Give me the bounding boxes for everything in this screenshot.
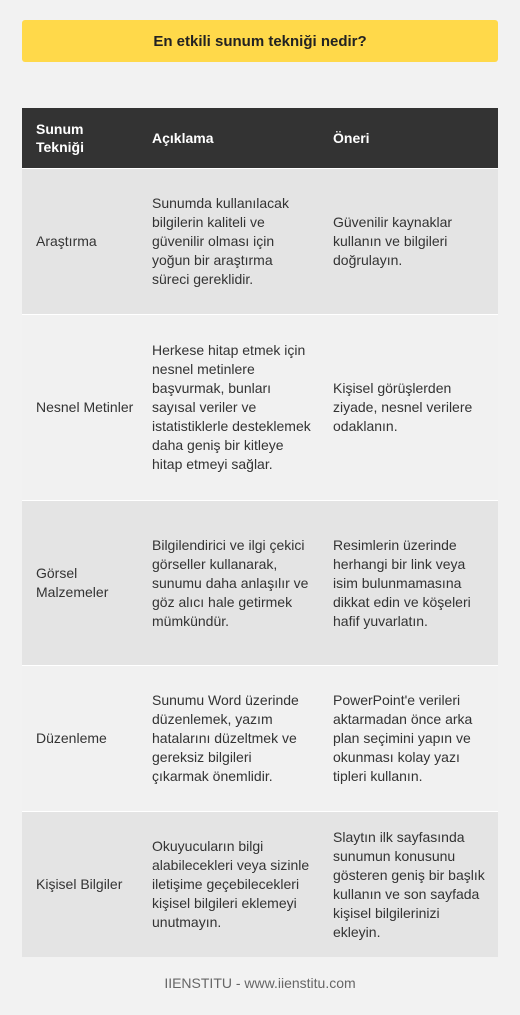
technique-cell: Görsel Malzemeler (36, 565, 109, 600)
table-row (22, 314, 498, 500)
header-description: Açıklama (152, 130, 214, 146)
technique-cell: Kişisel Bilgiler (36, 876, 123, 892)
technique-cell: Düzenleme (36, 730, 107, 746)
description-cell: Okuyucuların bilgi alabilecekleri veya sizinle iletişime geçebilecekleri kişisel bilgileri eklemeyi unutmayın. (152, 838, 310, 930)
suggestion-cell: Güvenilir kaynaklar kullanın ve bilgileri doğrulayın. (333, 214, 453, 268)
description-cell: Sunumda kullanılacak bilgilerin kaliteli ve güvenilir olması için yoğun bir araştırma süreci gereklidir. (152, 195, 289, 287)
title-banner (22, 20, 498, 62)
header-technique: Sunum Tekniği (36, 121, 84, 155)
description-cell: Bilgilendirici ve ilgi çekici görseller kullanarak, sunumu daha anlaşılır ve göz alıcı hale getirmek mümkündür. (152, 536, 309, 629)
technique-cell: Nesnel Metinler (36, 399, 134, 415)
description-cell: Herkese hitap etmek için nesnel metinlere başvurmak, bunları sayısal veriler ve istatistiklerle desteklemek daha geniş bir kitleye hitap etmeyi sağlar. (152, 342, 311, 472)
table-header-row (22, 108, 498, 168)
suggestion-cell: Kişisel görüşlerden ziyade, nesnel verilere odaklanın. (333, 380, 473, 434)
table-row (22, 168, 498, 314)
suggestion-cell: PowerPoint'e verileri aktarmadan önce arka plan seçimini yapın ve okunması kolay yazı tipleri kullanın. (333, 692, 473, 784)
technique-cell: Araştırma (36, 233, 97, 249)
page-title: En etkili sunum tekniği nedir? (153, 32, 367, 50)
table-row (22, 500, 498, 665)
technique-table (22, 108, 498, 957)
footer-credit: IIENSTITU - www.iienstitu.com (164, 975, 356, 991)
suggestion-cell: Slaytın ilk sayfasında sunumun konusunu gösteren geniş bir başlık kullanın ve son sayfada kişisel bilgilerinizi ekleyin. (333, 828, 485, 940)
description-cell: Sunumu Word üzerinde düzenlemek, yazım hatalarını düzeltmek ve gereksiz bilgileri çıkarmak önemlidir. (152, 692, 299, 784)
table-row (22, 811, 498, 957)
suggestion-cell: Resimlerin üzerinde herhangi bir link veya isim bulunmamasına dikkat edin ve köşeleri hafif yuvarlatın. (333, 536, 471, 629)
header-suggestion: Öneri (333, 130, 370, 146)
table-row (22, 665, 498, 811)
